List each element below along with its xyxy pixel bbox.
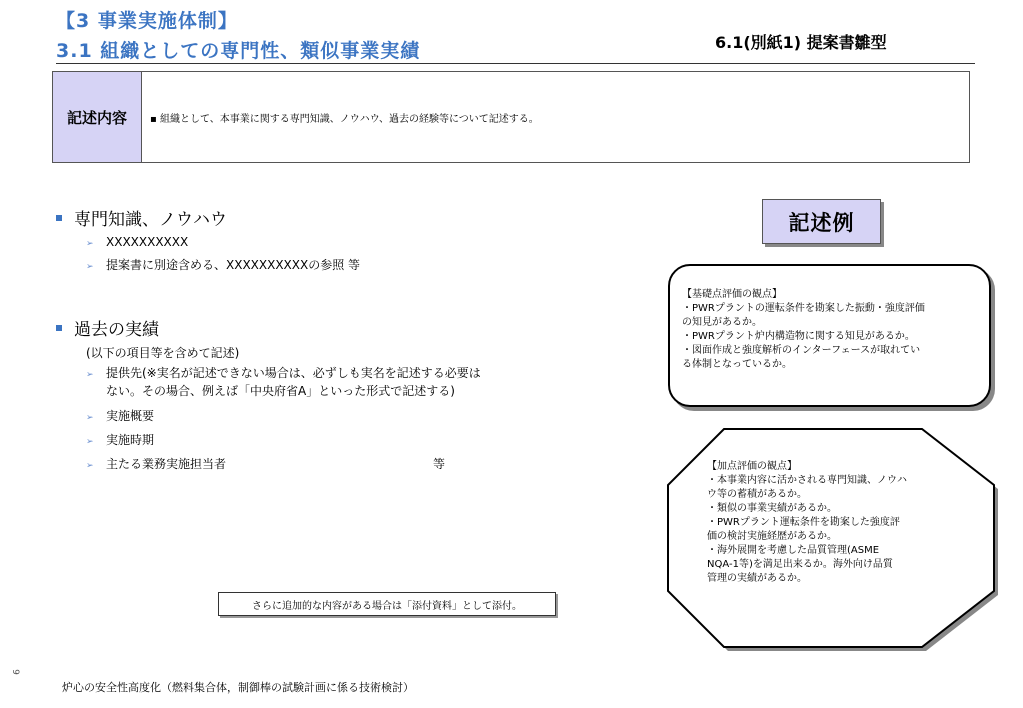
expertise-item-text: 提案書に別途含める、XXXXXXXXXXの参照 等 xyxy=(106,258,361,272)
past-heading-text: 過去の実績 xyxy=(74,320,159,340)
callout-title: 【基礎点評価の観点】 xyxy=(682,289,782,300)
callout-line: NQA-1等)を満足出来るか。海外向け品質 xyxy=(707,559,893,570)
additional-note-box: さらに追加的な内容がある場合は「添付資料」として添付。 xyxy=(218,592,556,616)
bullet-square-icon xyxy=(56,215,62,221)
callout-line: ・類似の事業実績があるか。 xyxy=(707,503,837,514)
callout-line: ・PWRプラントの運転条件を勘案した振動・強度評価 xyxy=(682,303,925,314)
past-item xyxy=(86,407,154,427)
callout-line: 管理の実績があるか。 xyxy=(707,573,807,584)
section-title: 【3 事業実施体制】 xyxy=(56,10,238,32)
callout-title: 【加点評価の観点】 xyxy=(707,461,797,472)
expertise-item-text: XXXXXXXXXX xyxy=(106,235,189,249)
past-item-text: 提供先(※実名が記述できない場合は、必ずしも実名を記述する必要は xyxy=(106,366,481,380)
description-box xyxy=(52,71,970,163)
expertise-item xyxy=(86,233,188,253)
basic-evaluation-callout xyxy=(668,264,991,407)
callout-line: ・PWRプラント運転条件を勘案した強度評 xyxy=(707,517,900,528)
description-text: ▪ 組織として、本事業に関する専門知識、ノウハウ、過去の経験等について記述する。 xyxy=(150,113,539,125)
past-item xyxy=(86,364,481,384)
bullet-square-icon xyxy=(56,325,62,331)
bullet-arrow-icon: ➢ xyxy=(86,413,94,423)
callout-line: ・本事業内容に活かされる専門知識、ノウハ xyxy=(707,475,907,486)
past-item-continuation: ない。その場合、例えば「中央府省A」といった形式で記述する) xyxy=(106,384,455,398)
bullet-arrow-icon: ➢ xyxy=(86,239,94,249)
callout-line: 価の検討実施経歴があるか。 xyxy=(707,531,837,542)
expertise-heading-text: 専門知識、ノウハウ xyxy=(74,210,227,230)
bullet-arrow-icon: ➢ xyxy=(86,461,94,471)
callout-line: ・PWRプラント炉内構造物に関する知見があるか。 xyxy=(682,331,915,342)
callout-line: の知見があるか。 xyxy=(682,317,762,328)
past-item-suffix: 等 xyxy=(433,457,446,471)
bonus-callout-text xyxy=(707,460,907,586)
bullet-arrow-icon: ➢ xyxy=(86,437,94,447)
example-button: 記述例 xyxy=(762,199,881,244)
footer-text: 炉心の安全性高度化（燃料集合体，制御棒の試験計画に係る技術検討） xyxy=(62,681,414,694)
page-number: 9 xyxy=(9,669,20,675)
callout-line: ・海外展開を考慮した品質管理(ASME xyxy=(707,545,880,556)
bullet-arrow-icon: ➢ xyxy=(86,370,94,380)
past-note: (以下の項目等を含めて記述) xyxy=(86,346,240,360)
past-item-text: 主たる業務実施担当者 xyxy=(106,457,227,471)
past-item xyxy=(86,431,154,451)
bullet-arrow-icon: ➢ xyxy=(86,262,94,272)
past-item xyxy=(86,455,226,475)
description-label: 記述内容 xyxy=(53,72,142,162)
title-divider xyxy=(56,63,975,64)
past-item-text: 実施概要 xyxy=(106,409,155,423)
callout-line: ウ等の蓄積があるか。 xyxy=(707,489,807,500)
callout-line: る体制となっているか。 xyxy=(682,359,792,370)
expertise-item xyxy=(86,256,360,276)
callout-text xyxy=(682,288,925,372)
past-item-text: 実施時期 xyxy=(106,433,155,447)
subsection-title: 3.1 組織としての専門性、類似事業実績 xyxy=(56,40,421,62)
past-heading xyxy=(56,315,159,340)
document-reference: 6.1(別紙1) 提案書雛型 xyxy=(715,33,887,52)
callout-line: ・図面作成と強度解析のインターフェースが取れてい xyxy=(682,345,921,356)
expertise-heading xyxy=(56,205,227,230)
